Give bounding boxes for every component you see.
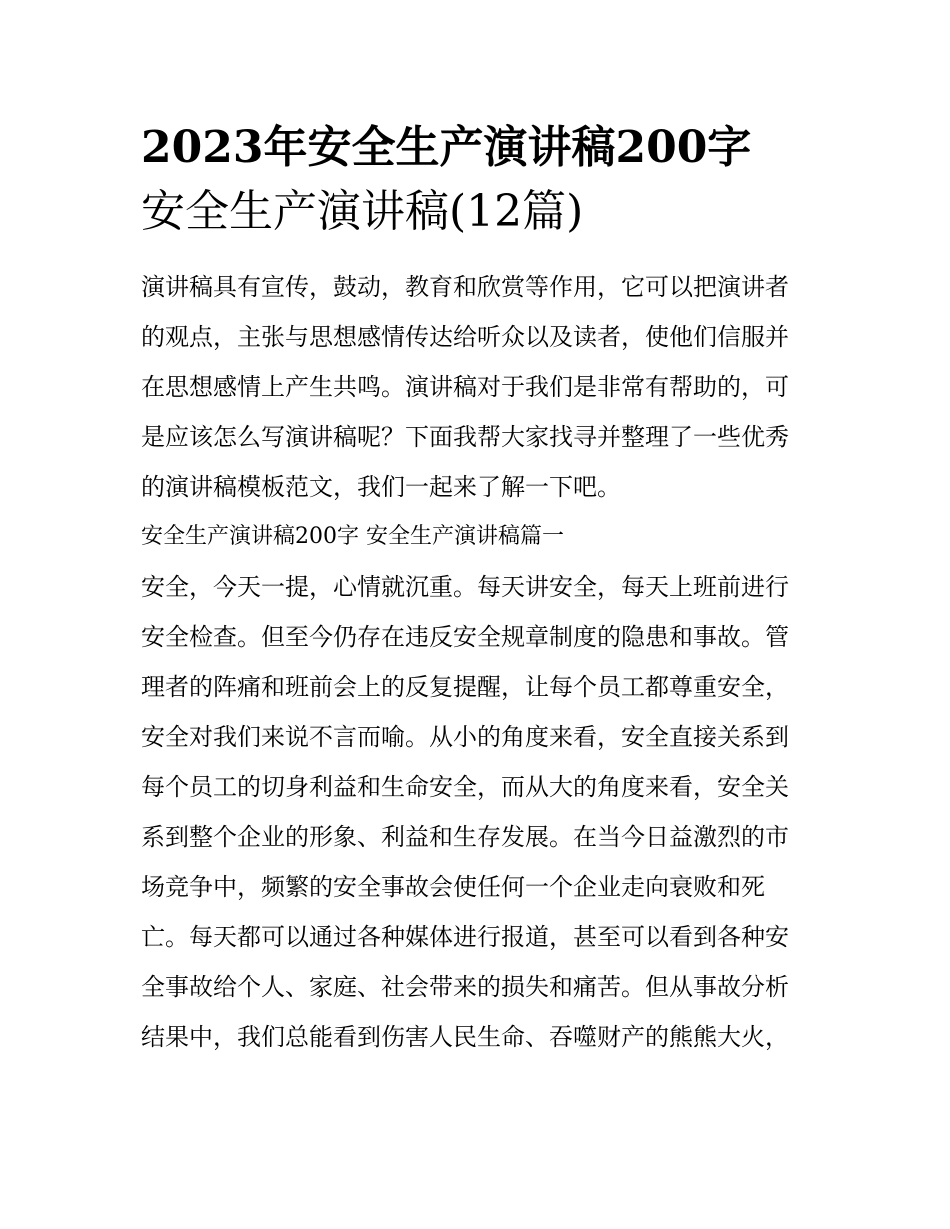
section-line-4: 安全对我们来说不言而喻。从小的角度来看，安全直接关系到: [141, 723, 789, 751]
title-line-2: 安全生产演讲稿(12篇): [141, 186, 584, 237]
intro-line-5: 的演讲稿模板范文，我们一起来了解一下吧。: [141, 473, 621, 501]
section-line-9: 全事故给个人、家庭、社会带来的损失和痛苦。但从事故分析: [141, 973, 789, 1001]
intro-line-1: 演讲稿具有宣传，鼓动，教育和欣赏等作用，它可以把演讲者: [141, 273, 789, 301]
document-content: [141, 116, 813, 1062]
section-line-2: 安全检查。但至今仍存在违反安全规章制度的隐患和事故。管: [141, 623, 789, 651]
intro-paragraph: [141, 262, 813, 512]
section-line-6: 系到整个企业的形象、利益和生存发展。在当今日益激烈的市: [141, 823, 789, 851]
intro-line-3: 在思想感情上产生共鸣。演讲稿对于我们是非常有帮助的，可: [141, 373, 789, 401]
section-paragraph: [141, 562, 813, 1062]
intro-line-4: 是应该怎么写演讲稿呢？下面我帮大家找寻并整理了一些优秀: [141, 423, 789, 451]
section-line-3: 理者的阵痛和班前会上的反复提醒，让每个员工都尊重安全，: [141, 673, 789, 701]
title-line-1: 2023年安全生产演讲稿200字: [141, 122, 752, 173]
section-heading: 安全生产演讲稿200字 安全生产演讲稿篇一: [141, 524, 564, 549]
section-line-8: 亡。每天都可以通过各种媒体进行报道，甚至可以看到各种安: [141, 923, 789, 951]
document-body: [141, 262, 813, 1062]
section-line-5: 每个员工的切身利益和生命安全，而从大的角度来看，安全关: [141, 773, 789, 801]
section-line-1: 安全，今天一提，心情就沉重。每天讲安全，每天上班前进行: [141, 573, 789, 601]
document-title: [141, 116, 813, 244]
section-line-7: 场竞争中，频繁的安全事故会使任何一个企业走向衰败和死: [141, 873, 765, 901]
section-line-10: 结果中，我们总能看到伤害人民生命、吞噬财产的熊熊大火，: [141, 1023, 789, 1051]
intro-line-2: 的观点，主张与思想感情传达给听众以及读者，使他们信服并: [141, 323, 789, 351]
